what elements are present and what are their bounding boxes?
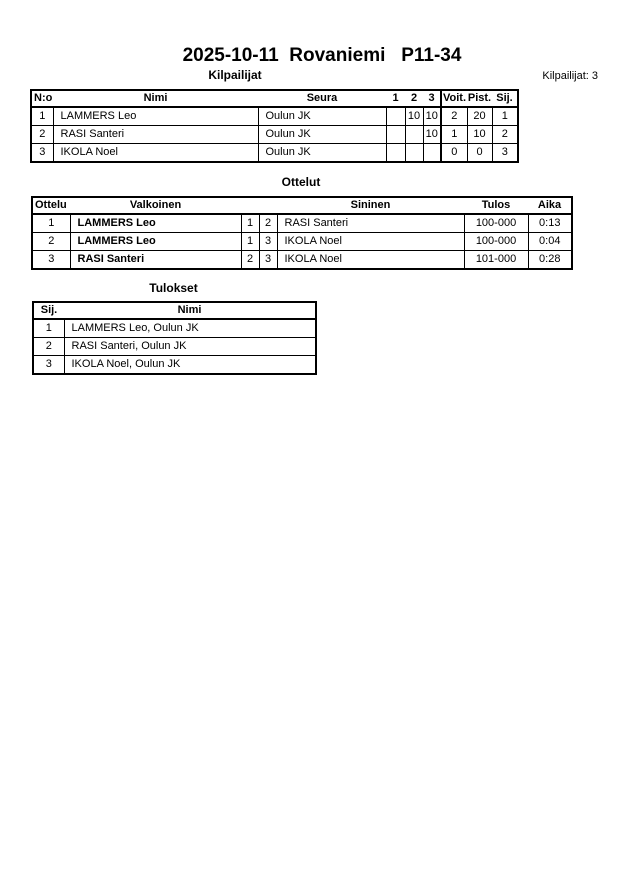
blue-competitor: IKOLA Noel — [277, 233, 464, 251]
header-sij: Sij. — [33, 302, 64, 319]
competitor-club: Oulun JK — [258, 126, 386, 144]
score-round-1 — [386, 126, 405, 144]
white-competitor: RASI Santeri — [70, 251, 241, 270]
match-number: 2 — [32, 233, 70, 251]
competitor-number: 1 — [31, 107, 53, 126]
header-round-1: 1 — [386, 90, 405, 107]
competitor-count-label: Kilpailijat: 3 — [542, 70, 598, 82]
score-round-1 — [386, 144, 405, 163]
header-round-2: 2 — [405, 90, 423, 107]
header-tulos: Tulos — [464, 197, 528, 214]
header-white-no — [241, 197, 259, 214]
tulokset-section-title: Tulokset — [149, 281, 198, 295]
header-aika: Aika — [528, 197, 572, 214]
kilpailijat-header-row — [31, 90, 518, 107]
header-ottelu: Ottelu — [32, 197, 70, 214]
header-sij: Sij. — [492, 90, 518, 107]
header-sininen: Sininen — [277, 197, 464, 214]
wins: 0 — [441, 144, 467, 163]
competitor-number: 3 — [31, 144, 53, 163]
points: 20 — [467, 107, 492, 126]
header-voit: Voit. — [441, 90, 467, 107]
kilpailijat-table — [30, 89, 519, 163]
points: 0 — [467, 144, 492, 163]
match-time: 0:13 — [528, 214, 572, 233]
match-row — [32, 251, 572, 270]
white-number: 1 — [241, 214, 259, 233]
result-placement: 2 — [33, 338, 64, 356]
white-number: 2 — [241, 251, 259, 270]
header-no: N:o — [31, 90, 53, 107]
score-round-2 — [405, 144, 423, 163]
header-nimi: Nimi — [64, 302, 316, 319]
competitor-row — [31, 144, 518, 163]
kilpailijat-section-title: Kilpailijat — [208, 68, 262, 82]
competitor-club: Oulun JK — [258, 107, 386, 126]
ottelut-section-title: Ottelut — [281, 175, 321, 189]
blue-competitor: IKOLA Noel — [277, 251, 464, 270]
placement: 1 — [492, 107, 518, 126]
header-blue-no — [259, 197, 277, 214]
blue-number: 2 — [259, 214, 277, 233]
match-result: 100-000 — [464, 233, 528, 251]
score-round-2: 10 — [405, 107, 423, 126]
page-title: 2025-10-11 Rovaniemi P11-34 — [182, 45, 462, 66]
competitor-name: IKOLA Noel — [53, 144, 258, 163]
result-row — [33, 319, 316, 338]
placement: 2 — [492, 126, 518, 144]
competitor-name: LAMMERS Leo — [53, 107, 258, 126]
points: 10 — [467, 126, 492, 144]
blue-number: 3 — [259, 251, 277, 270]
header-seura: Seura — [258, 90, 386, 107]
header-round-3: 3 — [423, 90, 441, 107]
competitor-number: 2 — [31, 126, 53, 144]
competitor-row — [31, 107, 518, 126]
tulokset-table — [32, 301, 317, 375]
placement: 3 — [492, 144, 518, 163]
header-pist: Pist. — [467, 90, 492, 107]
match-number: 1 — [32, 214, 70, 233]
match-row — [32, 214, 572, 233]
result-placement: 1 — [33, 319, 64, 338]
score-round-3 — [423, 144, 441, 163]
ottelut-table — [31, 196, 573, 270]
score-round-1 — [386, 107, 405, 126]
result-row — [33, 356, 316, 375]
match-time: 0:04 — [528, 233, 572, 251]
wins: 1 — [441, 126, 467, 144]
match-result: 101-000 — [464, 251, 528, 270]
result-name: RASI Santeri, Oulun JK — [64, 338, 316, 356]
result-row — [33, 338, 316, 356]
score-round-3: 10 — [423, 126, 441, 144]
wins: 2 — [441, 107, 467, 126]
match-result: 100-000 — [464, 214, 528, 233]
match-time: 0:28 — [528, 251, 572, 270]
result-placement: 3 — [33, 356, 64, 375]
blue-number: 3 — [259, 233, 277, 251]
result-name: LAMMERS Leo, Oulun JK — [64, 319, 316, 338]
blue-competitor: RASI Santeri — [277, 214, 464, 233]
white-competitor: LAMMERS Leo — [70, 233, 241, 251]
competitor-row — [31, 126, 518, 144]
header-valkoinen: Valkoinen — [70, 197, 241, 214]
ottelut-header-row — [32, 197, 572, 214]
match-row — [32, 233, 572, 251]
white-number: 1 — [241, 233, 259, 251]
header-nimi: Nimi — [53, 90, 258, 107]
white-competitor: LAMMERS Leo — [70, 214, 241, 233]
score-round-2 — [405, 126, 423, 144]
competitor-name: RASI Santeri — [53, 126, 258, 144]
competitor-club: Oulun JK — [258, 144, 386, 163]
match-number: 3 — [32, 251, 70, 270]
tulokset-header-row — [33, 302, 316, 319]
score-round-3: 10 — [423, 107, 441, 126]
result-name: IKOLA Noel, Oulun JK — [64, 356, 316, 375]
